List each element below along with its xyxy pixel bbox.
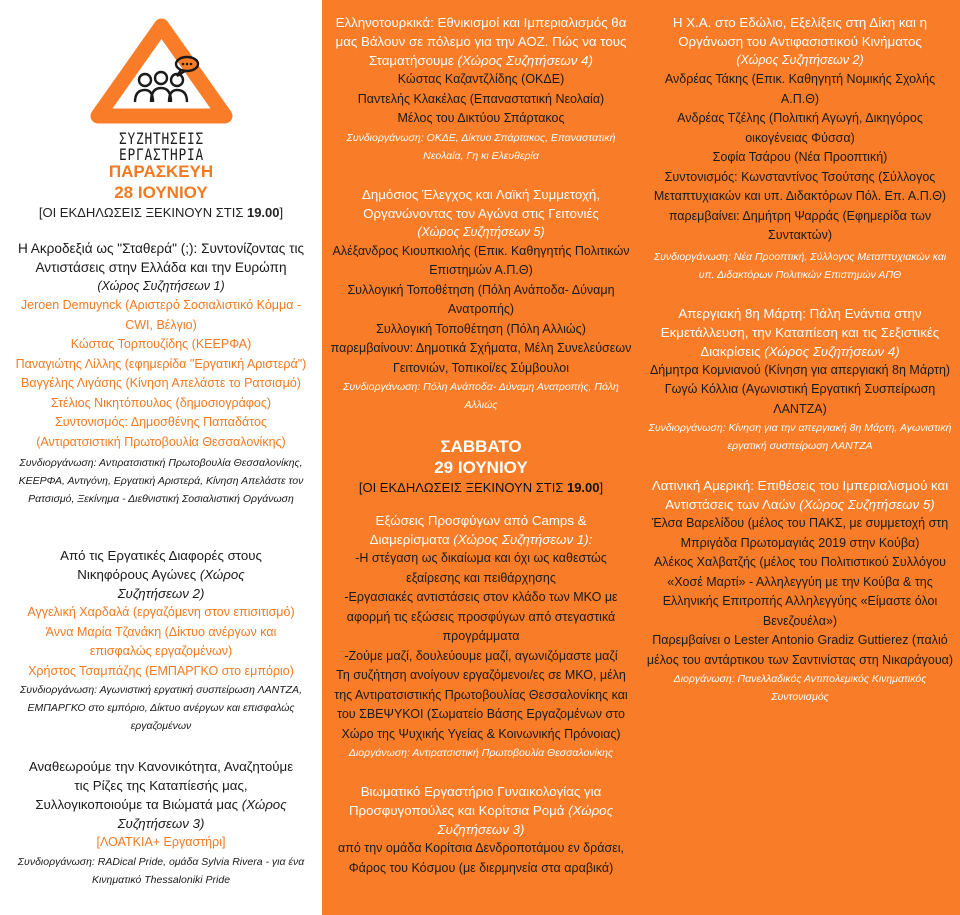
speaker: Ανδρέας Τάκης (Επικ. Καθηγητή Νομικής Σχολής Α.Π.Θ) (664, 72, 936, 106)
speaker: Ανδρέας Τζέλης (Πολιτική Αγωγή, Δικηγόρος οικογένειας Φύσσα) (677, 111, 923, 145)
saturday-day: ΣΑΒΒΑΤΟ (440, 437, 522, 456)
event-title: Βιωματικό Εργαστήριο Γυναικολογίας για Προσφυγοπούλες και Κορίτσια Ρομά (Χώρος Συζητήσεων 3) (348, 784, 614, 837)
event-location: (Χώρος Συζητήσεων 5) (417, 224, 545, 239)
speaker: Jeroen Demuynck (Αριστερό Σοσιαλιστικό Κόμμα - CWI, Βέλγιο) (20, 298, 302, 332)
event-title: Ελληνοτουρκικά: Εθνικισμοί και Ιμπεριαλισμός θα μας Βάλουν σε πόλεμο για την ΑΟΖ. Πώς να τους Σταματήσουμε (Χώρος Συζητήσεων 4) (335, 15, 627, 68)
logo-line-2: ΕΡΓΑΣΤΗΡΙΑ (118, 145, 204, 164)
event-latin-america (646, 476, 954, 706)
saturday-date: 29 ΙΟΥΝΙΟΥ (434, 458, 528, 477)
event-location: (Χώρος Συζητήσεων 2) (736, 53, 864, 67)
speaker: Αλέκος Χαλβατζής (μέλος του Πολιτιστικού Συλλόγου «Χοσέ Μαρτί» - Αλληλεγγύη με την Κούβα & της Ελληνικής Επιτροπής Αλληλεγγύης «Είμαστε όλοι Βενεζουέλα») (653, 555, 947, 628)
event-title: Εξώσεις Προσφύγων από Camps & Διαμερίσματα (Χώρος Συζητήσεων 1): (369, 513, 593, 547)
speaker: Δήμητρα Κομνιανού (Κίνηση για απεργιακή 8η Μάρτη) (649, 362, 951, 377)
speaker: παρεμβαίνει: Δημήτρη Ψαρράς (Εφημερίδα των Συντακτών) (668, 208, 932, 242)
event-title: Αναθεωρούμε την Κανονικότητα, Αναζητούμε τις Ρίζες της Καταπίεσής μας, Συλλογικοποιούμε τα Βιώματά μας (Χώρος Συζητήσεων 3) (28, 759, 294, 831)
speaker: -Εργασιακές αντιστάσεις στον κλάδο των ΜΚΟ με αφορμή τις εξώσεις προσφύγων από στεγαστικά προγράμματα (344, 590, 618, 643)
speaker: Κώστας Καζαντζλίδης (ΟΚΔΕ) (397, 72, 565, 86)
speaker: παρεμβαίνουν: Δημοτικά Σχήματα, Μέλη Συνελεύσεων Γειτονιών, Τοπικοί/ες Σύμβουλοι (330, 341, 632, 375)
speaker: Αλέξανδρος Κιουπκιολής (Επικ. Καθηγητής Πολιτικών Επιστημών Α.Π.Θ) (332, 243, 630, 277)
speaker: Στέλιος Νικητόπουλος (δημοσιογράφος) (50, 395, 272, 410)
event-title: Από τις Εργατικές Διαφορές στους Νικηφόρους Αγώνες (Χώρος Συζητήσεων 2) (60, 548, 262, 601)
event-organizers: Συνδιοργάνωση: Πόλη Ανάποδα- Δύναμη Ανατροπής, Πόλη Αλλιώς (343, 381, 619, 411)
speaker: [ΛΟΑΤΚΙΑ+ Εργαστήρι] (96, 835, 226, 849)
event-labor-struggles (12, 546, 310, 735)
speaker: -Ζούμε μαζί, δουλεύουμε μαζί, αγωνιζόμαστε μαζί (344, 648, 618, 663)
middle-column (322, 0, 640, 915)
speaker: Συλλογική Τοποθέτηση (Πόλη Ανάποδα- Δύναμη Ανατροπής) (347, 282, 615, 316)
event-location: (Χώρος Συζητήσεων 1) (97, 279, 225, 293)
saturday-start-time: [ΟΙ ΕΚΔΗΛΩΣΕΙΣ ΞΕΚΙΝΟΥΝ ΣΤΙΣ 19.00] (358, 480, 604, 495)
speaker: Κώστας Τορπουζίδης (ΚΕΕΡΦΑ) (70, 337, 252, 351)
speaker: Τη συζήτηση ανοίγουν εργαζόμενοι/ες σε ΜΚΟ, μέλη της Αντιρατσιστικής Πρωτοβουλίας Θεσσαλονίκης και του ΣΒΕΨΥΚΟΙ (Σωματείο Βάσης Εργαζομένων στο Χώρο της Ψυχικής Υγείας & Κοινωνικής Πρόνοιας) (334, 668, 628, 741)
friday-header (12, 161, 310, 222)
event-organizers: Συνδιοργάνωση: RADical Pride, ομάδα Sylvia Rivera - για ένα Κινηματικό Thessaloniki Pride (17, 855, 305, 886)
discussions-workshops-logo (89, 18, 234, 164)
speaker: Σοφία Τσάρου (Νέα Προοπτική) (712, 150, 888, 164)
event-golden-dawn-trial (646, 13, 954, 284)
speaker: Μέλος του Δικτύου Σπάρτακος (397, 111, 565, 125)
right-column (640, 0, 960, 915)
speaker: Παναγιώτης Λίλλης (εφημερίδα "Εργατική Αριστερά") (15, 356, 307, 371)
event-gynecology-workshop (330, 782, 632, 878)
speaker: Συντονισμός: Δημοσθένης Παπαδάτος (Αντιρατσιστική Πρωτοβουλία Θεσσαλονίκης) (36, 415, 286, 449)
speaker: Συντονισμός: Κωνσταντίνος Τσούτσης (Σύλλογος Μεταπτυχιακών και υπ. Διδακτόρων Πόλ. Επ. Α.Π.Θ) (653, 169, 947, 203)
speaker: Χρήστος Τσαμπάζης (ΕΜΠΑΡΓΚΟ στο εμπόριο) (28, 663, 294, 678)
friday-start-time: [ΟΙ ΕΚΔΗΛΩΣΕΙΣ ΞΕΚΙΝΟΥΝ ΣΤΙΣ 19.00] (38, 205, 284, 220)
event-march-8-strike (646, 304, 954, 456)
event-far-right (12, 239, 310, 508)
event-organizers: Συνδιοργάνωση: ΟΚΔΕ, Δίκτυο Σπάρτακος, Επαναστατική Νεολαία, Γη κι Ελευθερία (346, 131, 616, 162)
event-organizers: Συνδιοργάνωση: Αντιρατσιστική Πρωτοβουλία Θεσσαλονίκης, ΚΕΕΡΦΑ, Αντιγόνη, Εργατική Αριστερά, Κίνηση Απελάστε τον Ρατσισμό, Ξεκίνημα - Διεθνιστική Σοσιαλιστική Οργάνωση (18, 457, 304, 505)
event-refugee-evictions (330, 511, 632, 762)
event-organizers: Συνδιοργάνωση: Αγωνιστική εργατική συσπείρωση ΛΑΝΤΖΑ, ΕΜΠΑΡΓΚΟ στο εμπόριο, Δίκτυο ανέργων και επισφαλώς εργαζομένων (20, 684, 302, 732)
event-organizers: Διοργάνωση: Πανελλαδικός Αντιπολεμικός Κινηματικός Συντονισμός (673, 673, 927, 703)
event-title: Δημόσιος Έλεγχος και Λαϊκή Συμμετοχή, Οργανώνοντας τον Αγώνα στις Γειτονιές (361, 186, 601, 221)
speaker: Παντελής Κλακέλας (Επαναστατική Νεολαία) (357, 91, 605, 106)
event-organizers: Διοργάνωση: Αντιρατσιστική Πρωτοβουλία Θεσσαλονίκης (348, 747, 614, 759)
event-title: Απεργιακή 8η Μάρτη: Πάλη Ενάντια στην Εκμετάλλευση, την Καταπίεση και τις Σεξιστικές Διακρίσεις (Χώρος Συζητήσεων 4) (660, 305, 940, 359)
speaker: Αγγελική Χαρδαλά (εργαζόμενη στον επισιτισμό) (27, 605, 295, 619)
left-column (0, 0, 322, 915)
event-organizers: Συνδιοργάνωση: Κίνηση για την απεργιακή 8η Μάρτη, Αγωνιστική εργατική συσπείρωση ΛΑΝΤΖΑ (648, 422, 952, 452)
event-organizers: Συνδιοργάνωση: Νέα Προοπτική, Σύλλογος Μεταπτυχιακών και υπ. Διδακτόρων Πολιτικών Επιστημών ΑΠΘ (653, 250, 947, 281)
event-title: Λατινική Αμερική: Επιθέσεις του Ιμπεριαλισμού και Αντιστάσεις των Λαών (Χώρος Συζητήσεων 5) (651, 478, 949, 512)
friday-date: 28 ΙΟΥΝΙΟΥ (114, 183, 208, 202)
saturday-header (330, 436, 632, 497)
speaker: Γωγώ Κόλλια (Αγωνιστική Εργατική Συσπείρωση ΛΑΝΤΖΑ) (664, 382, 936, 416)
speaker: Συλλογική Τοποθέτηση (Πόλη Αλλιώς) (376, 321, 586, 336)
event-title: Η Ακροδεξιά ως "Σταθερά" (;): Συντονίζοντας τις Αντιστάσεις στην Ελλάδα και την Ευρώπη (17, 241, 305, 275)
event-public-control (330, 185, 632, 415)
speaker: Έλσα Βαρελίδου (μέλος του ΠΑΚΣ, με συμμετοχή στη Μπριγάδα Πρωτομαγιάς 2019 στην Κούβα) (651, 516, 949, 550)
speaker: Άννα Μαρία Τζανάκη (Δίκτυο ανέργων και επισφαλώς εργαζομένων) (45, 624, 277, 658)
event-normality (12, 757, 310, 889)
warning-triangle-icon (89, 18, 234, 126)
event-greek-turkish (330, 13, 632, 165)
speaker: από την ομάδα Κορίτσια Δενδροποτάμου εν δράσει, Φάρος του Κόσμου (με διερμηνεία στα αραβικά) (337, 841, 625, 875)
friday-day: ΠΑΡΑΣΚΕΥΗ (108, 162, 214, 181)
speaker: Παρεμβαίνει ο Lester Antonio Gradiz Guttierez (παλιό μέλος του αντάρτικου των Σαντινίστας στη Νικαράγουα) (646, 633, 954, 667)
speaker: Βαγγέλης Λιγάσης (Κίνηση Απελάστε το Ρατσισμό) (21, 376, 301, 390)
event-title: Η Χ.Α. στο Εδώλιο, Εξελίξεις στη Δίκη και η Οργάνωση του Αντιφασιστικού Κινήματος (672, 15, 928, 49)
logo-line-1: ΣΥΖΗΤΗΣΕΙΣ (118, 129, 204, 148)
speaker: -Η στέγαση ως δικαίωμα και όχι ως καθεστώς εξαίρεσης και πειθάρχησης (355, 551, 607, 585)
